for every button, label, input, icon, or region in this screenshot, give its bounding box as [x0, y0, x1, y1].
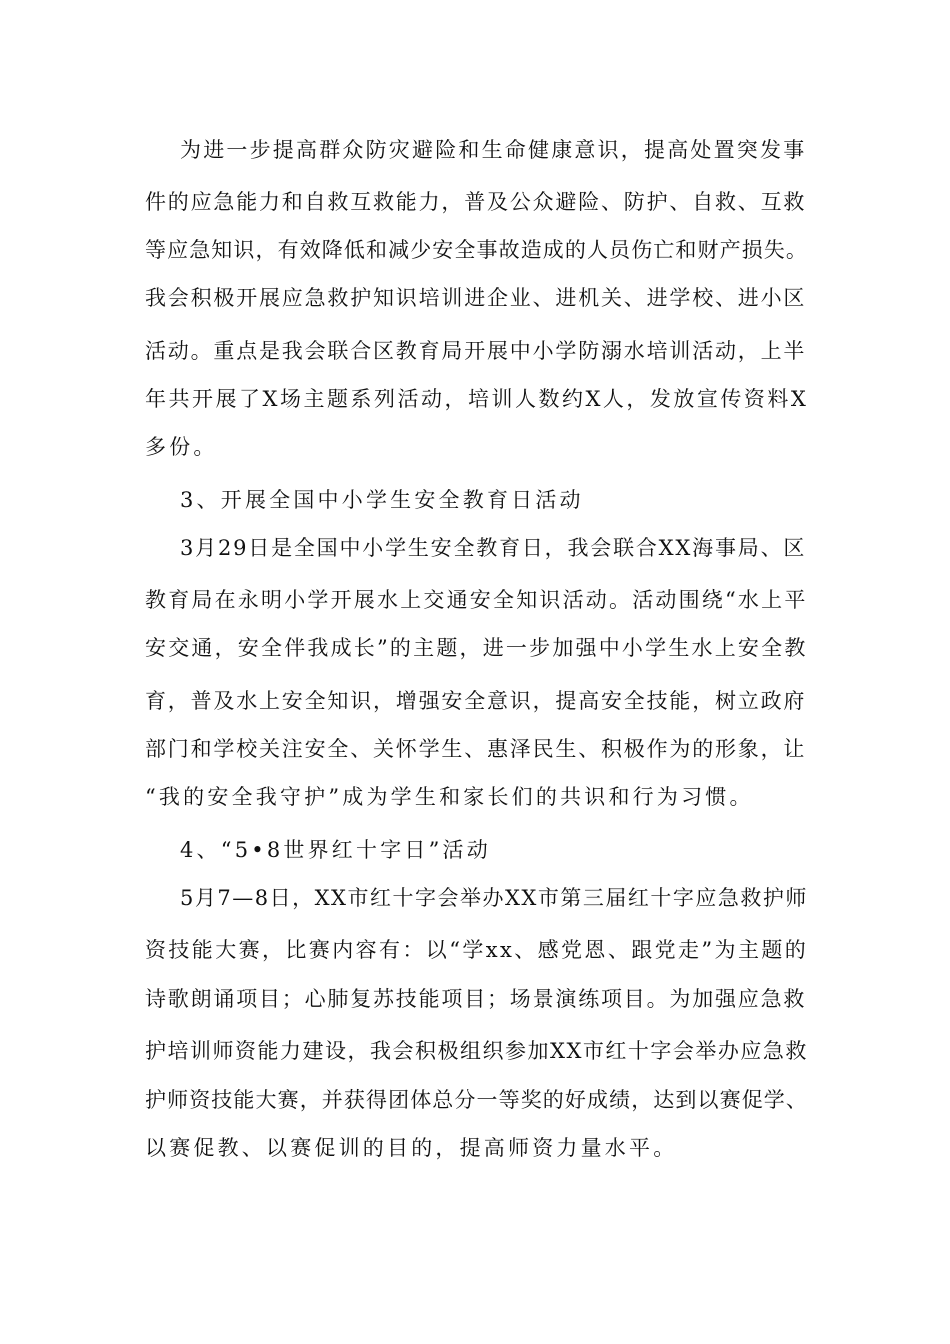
paragraph-1-line-7: 多份。	[145, 435, 218, 459]
paragraph-3-line-4: 护培训师资能力建设，我会积极组织参加XX市红十字会举办应急救	[145, 1039, 808, 1063]
paragraph-3-line-1: 5月7—8日，XX市红十字会举办XX市第三届红十字应急救护师	[180, 886, 808, 910]
paragraph-3-line-3: 诗歌朗诵项目；心肺复苏技能项目；场景演练项目。为加强应急救	[145, 987, 807, 1011]
paragraph-2-line-2: 教育局在永明小学开展水上交通安全知识活动。活动围绕“水上平	[145, 588, 808, 612]
paragraph-2-line-3: 安交通，安全伴我成长”的主题，进一步加强中小学生水上安全教	[145, 636, 808, 660]
paragraph-1-line-6: 年共开展了X场主题系列活动，培训人数约X人，发放宣传资料X	[145, 387, 809, 411]
paragraph-3-line-5: 护师资技能大赛，并获得团体总分一等奖的好成绩，达到以赛促学、	[145, 1088, 808, 1112]
paragraph-3-line-6: 以赛促教、以赛促训的目的，提高师资力量水平。	[145, 1136, 678, 1160]
paragraph-2-line-5: 部门和学校关注安全、关怀学生、惠泽民生、积极作为的形象，让	[145, 737, 807, 761]
paragraph-2-line-1: 3月29日是全国中小学生安全教育日，我会联合XX海事局、区	[180, 536, 807, 560]
paragraph-2-line-4: 育，普及水上安全知识，增强安全意识，提高安全技能，树立政府	[145, 689, 807, 713]
paragraph-1-line-3: 等应急知识，有效降低和减少安全事故造成的人员伤亡和财产损失。	[145, 238, 808, 262]
paragraph-1-line-1: 为进一步提高群众防灾避险和生命健康意识，提高处置突发事	[180, 138, 807, 162]
paragraph-1-line-5: 活动。重点是我会联合区教育局开展中小学防溺水培训活动，上半	[145, 339, 807, 363]
paragraph-3-line-2: 资技能大赛，比赛内容有：以“学xx、感党恩、跟党走”为主题的	[145, 938, 809, 962]
paragraph-1-line-2: 件的应急能力和自救互救能力，普及公众避险、防护、自救、互救	[145, 190, 807, 214]
paragraph-2-line-6: “我的安全我守护”成为学生和家长们的共识和行为习惯。	[145, 785, 754, 809]
section-heading-3: 3、开展全国中小学生安全教育日活动	[180, 488, 584, 512]
section-heading-4: 4、“5•8世界红十字日”活动	[180, 838, 491, 862]
paragraph-1-line-4: 我会积极开展应急救护知识培训进企业、进机关、进学校、进小区	[145, 286, 807, 310]
